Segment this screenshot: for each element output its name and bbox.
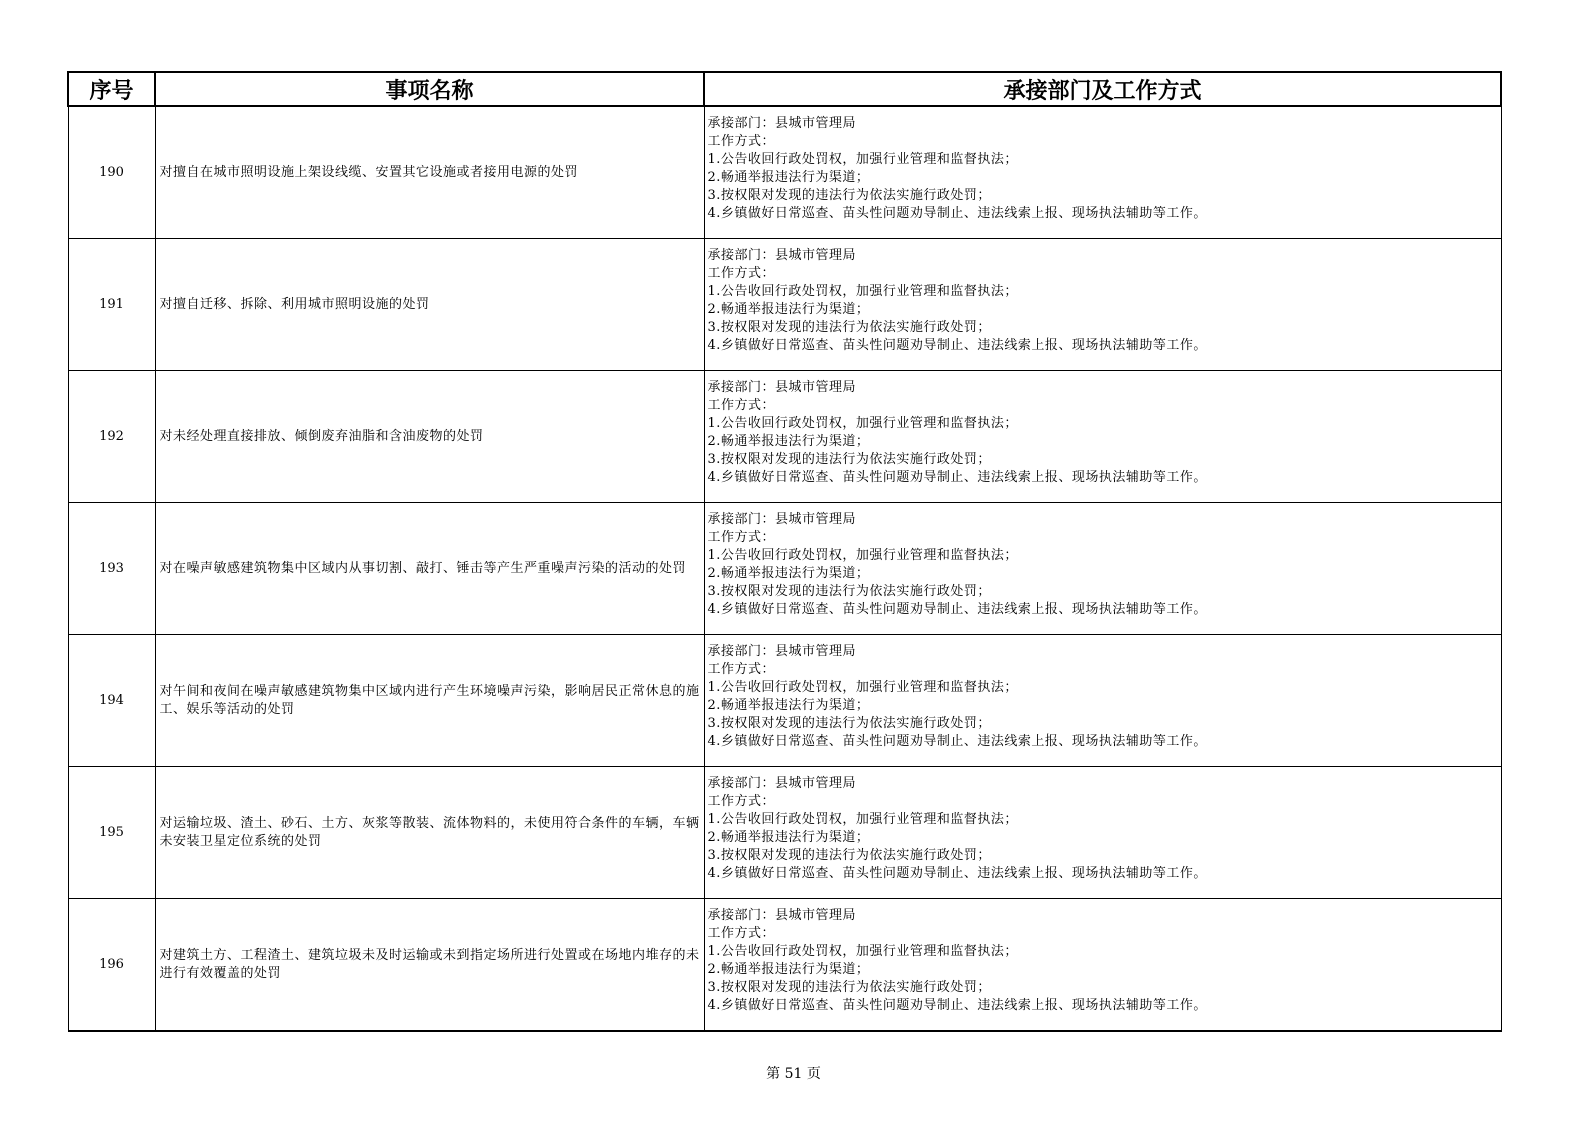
method-line: 3.按权限对发现的违法行为依法实施行政处罚； [707,452,991,467]
method-line: 工作方式： [707,398,776,413]
method-line: 承接部门：县城市管理局 [707,116,857,131]
method-line: 2.畅通举报违法行为渠道； [707,170,870,185]
row-serial-number: 191 [68,239,155,371]
method-line: 1.公告收回行政处罚权，加强行业管理和监督执法； [707,812,1018,827]
table-row [68,503,1501,635]
method-line: 2.畅通举报违法行为渠道； [707,566,870,581]
method-line: 2.畅通举报违法行为渠道； [707,302,870,317]
method-line: 工作方式： [707,662,776,677]
method-line: 4.乡镇做好日常巡查、苗头性问题劝导制止、违法线索上报、现场执法辅助等工作。 [707,602,1207,617]
method-line: 承接部门：县城市管理局 [707,248,857,263]
method-line: 2.畅通举报违法行为渠道； [707,830,870,845]
table-row [68,635,1501,767]
method-line: 1.公告收回行政处罚权，加强行业管理和监督执法； [707,680,1018,695]
method-line: 1.公告收回行政处罚权，加强行业管理和监督执法； [707,548,1018,563]
matters-table [67,71,1502,1032]
method-line: 2.畅通举报违法行为渠道； [707,434,870,449]
row-item-name: 对在噪声敏感建筑物集中区域内从事切割、敲打、锤击等产生严重噪声污染的活动的处罚 [155,503,704,635]
row-serial-number: 193 [68,503,155,635]
method-line: 4.乡镇做好日常巡查、苗头性问题劝导制止、违法线索上报、现场执法辅助等工作。 [707,338,1207,353]
method-line: 4.乡镇做好日常巡查、苗头性问题劝导制止、违法线索上报、现场执法辅助等工作。 [707,206,1207,221]
method-line: 承接部门：县城市管理局 [707,380,857,395]
method-line: 1.公告收回行政处罚权，加强行业管理和监督执法； [707,284,1018,299]
table-row [68,899,1501,1032]
method-line: 2.畅通举报违法行为渠道； [707,698,870,713]
row-serial-number: 195 [68,767,155,899]
method-line: 4.乡镇做好日常巡查、苗头性问题劝导制止、违法线索上报、现场执法辅助等工作。 [707,470,1207,485]
row-item-name: 对擅自迁移、拆除、利用城市照明设施的处罚 [155,239,704,371]
method-line: 2.畅通举报违法行为渠道； [707,962,870,977]
method-line: 3.按权限对发现的违法行为依法实施行政处罚； [707,320,991,335]
row-method-cell [704,635,1501,767]
table-header-row [68,72,1501,106]
table-row [68,767,1501,899]
method-line: 工作方式： [707,134,776,149]
row-method-cell [704,899,1501,1032]
row-method-cell [704,106,1501,239]
row-serial-number: 190 [68,106,155,239]
method-line: 3.按权限对发现的违法行为依法实施行政处罚； [707,848,991,863]
method-line: 3.按权限对发现的违法行为依法实施行政处罚； [707,716,991,731]
method-line: 3.按权限对发现的违法行为依法实施行政处罚； [707,584,991,599]
row-item-name: 对运输垃圾、渣土、砂石、土方、灰浆等散装、流体物料的，未使用符合条件的车辆，车辆未安装卫星定位系统的处罚 [155,767,704,899]
row-serial-number: 194 [68,635,155,767]
page-number: 第 51 页 [766,1066,821,1082]
row-serial-number: 196 [68,899,155,1032]
method-line: 工作方式： [707,530,776,545]
table-row [68,106,1501,239]
method-line: 1.公告收回行政处罚权，加强行业管理和监督执法； [707,944,1018,959]
method-line: 承接部门：县城市管理局 [707,776,857,791]
header-department-method: 承接部门及工作方式 [704,72,1501,106]
method-line: 4.乡镇做好日常巡查、苗头性问题劝导制止、违法线索上报、现场执法辅助等工作。 [707,866,1207,881]
method-line: 工作方式： [707,794,776,809]
method-line: 3.按权限对发现的违法行为依法实施行政处罚； [707,188,991,203]
row-item-name: 对建筑土方、工程渣土、建筑垃圾未及时运输或未到指定场所进行处置或在场地内堆存的未进行有效覆盖的处罚 [155,899,704,1032]
header-item-name: 事项名称 [155,72,704,106]
method-line: 工作方式： [707,926,776,941]
table-row [68,239,1501,371]
method-line: 4.乡镇做好日常巡查、苗头性问题劝导制止、违法线索上报、现场执法辅助等工作。 [707,998,1207,1013]
method-line: 1.公告收回行政处罚权，加强行业管理和监督执法； [707,416,1018,431]
method-line: 工作方式： [707,266,776,281]
method-line: 承接部门：县城市管理局 [707,908,857,923]
row-serial-number: 192 [68,371,155,503]
header-serial-number: 序号 [68,72,155,106]
row-method-cell [704,239,1501,371]
row-item-name: 对未经处理直接排放、倾倒废弃油脂和含油废物的处罚 [155,371,704,503]
table-row [68,371,1501,503]
method-line: 3.按权限对发现的违法行为依法实施行政处罚； [707,980,991,995]
method-line: 承接部门：县城市管理局 [707,644,857,659]
row-method-cell [704,767,1501,899]
method-line: 4.乡镇做好日常巡查、苗头性问题劝导制止、违法线索上报、现场执法辅助等工作。 [707,734,1207,749]
row-method-cell [704,503,1501,635]
row-item-name: 对擅自在城市照明设施上架设线缆、安置其它设施或者接用电源的处罚 [155,106,704,239]
row-item-name: 对午间和夜间在噪声敏感建筑物集中区域内进行产生环境噪声污染，影响居民正常休息的施工、娱乐等活动的处罚 [155,635,704,767]
method-line: 1.公告收回行政处罚权，加强行业管理和监督执法； [707,152,1018,167]
row-method-cell [704,371,1501,503]
method-line: 承接部门：县城市管理局 [707,512,857,527]
